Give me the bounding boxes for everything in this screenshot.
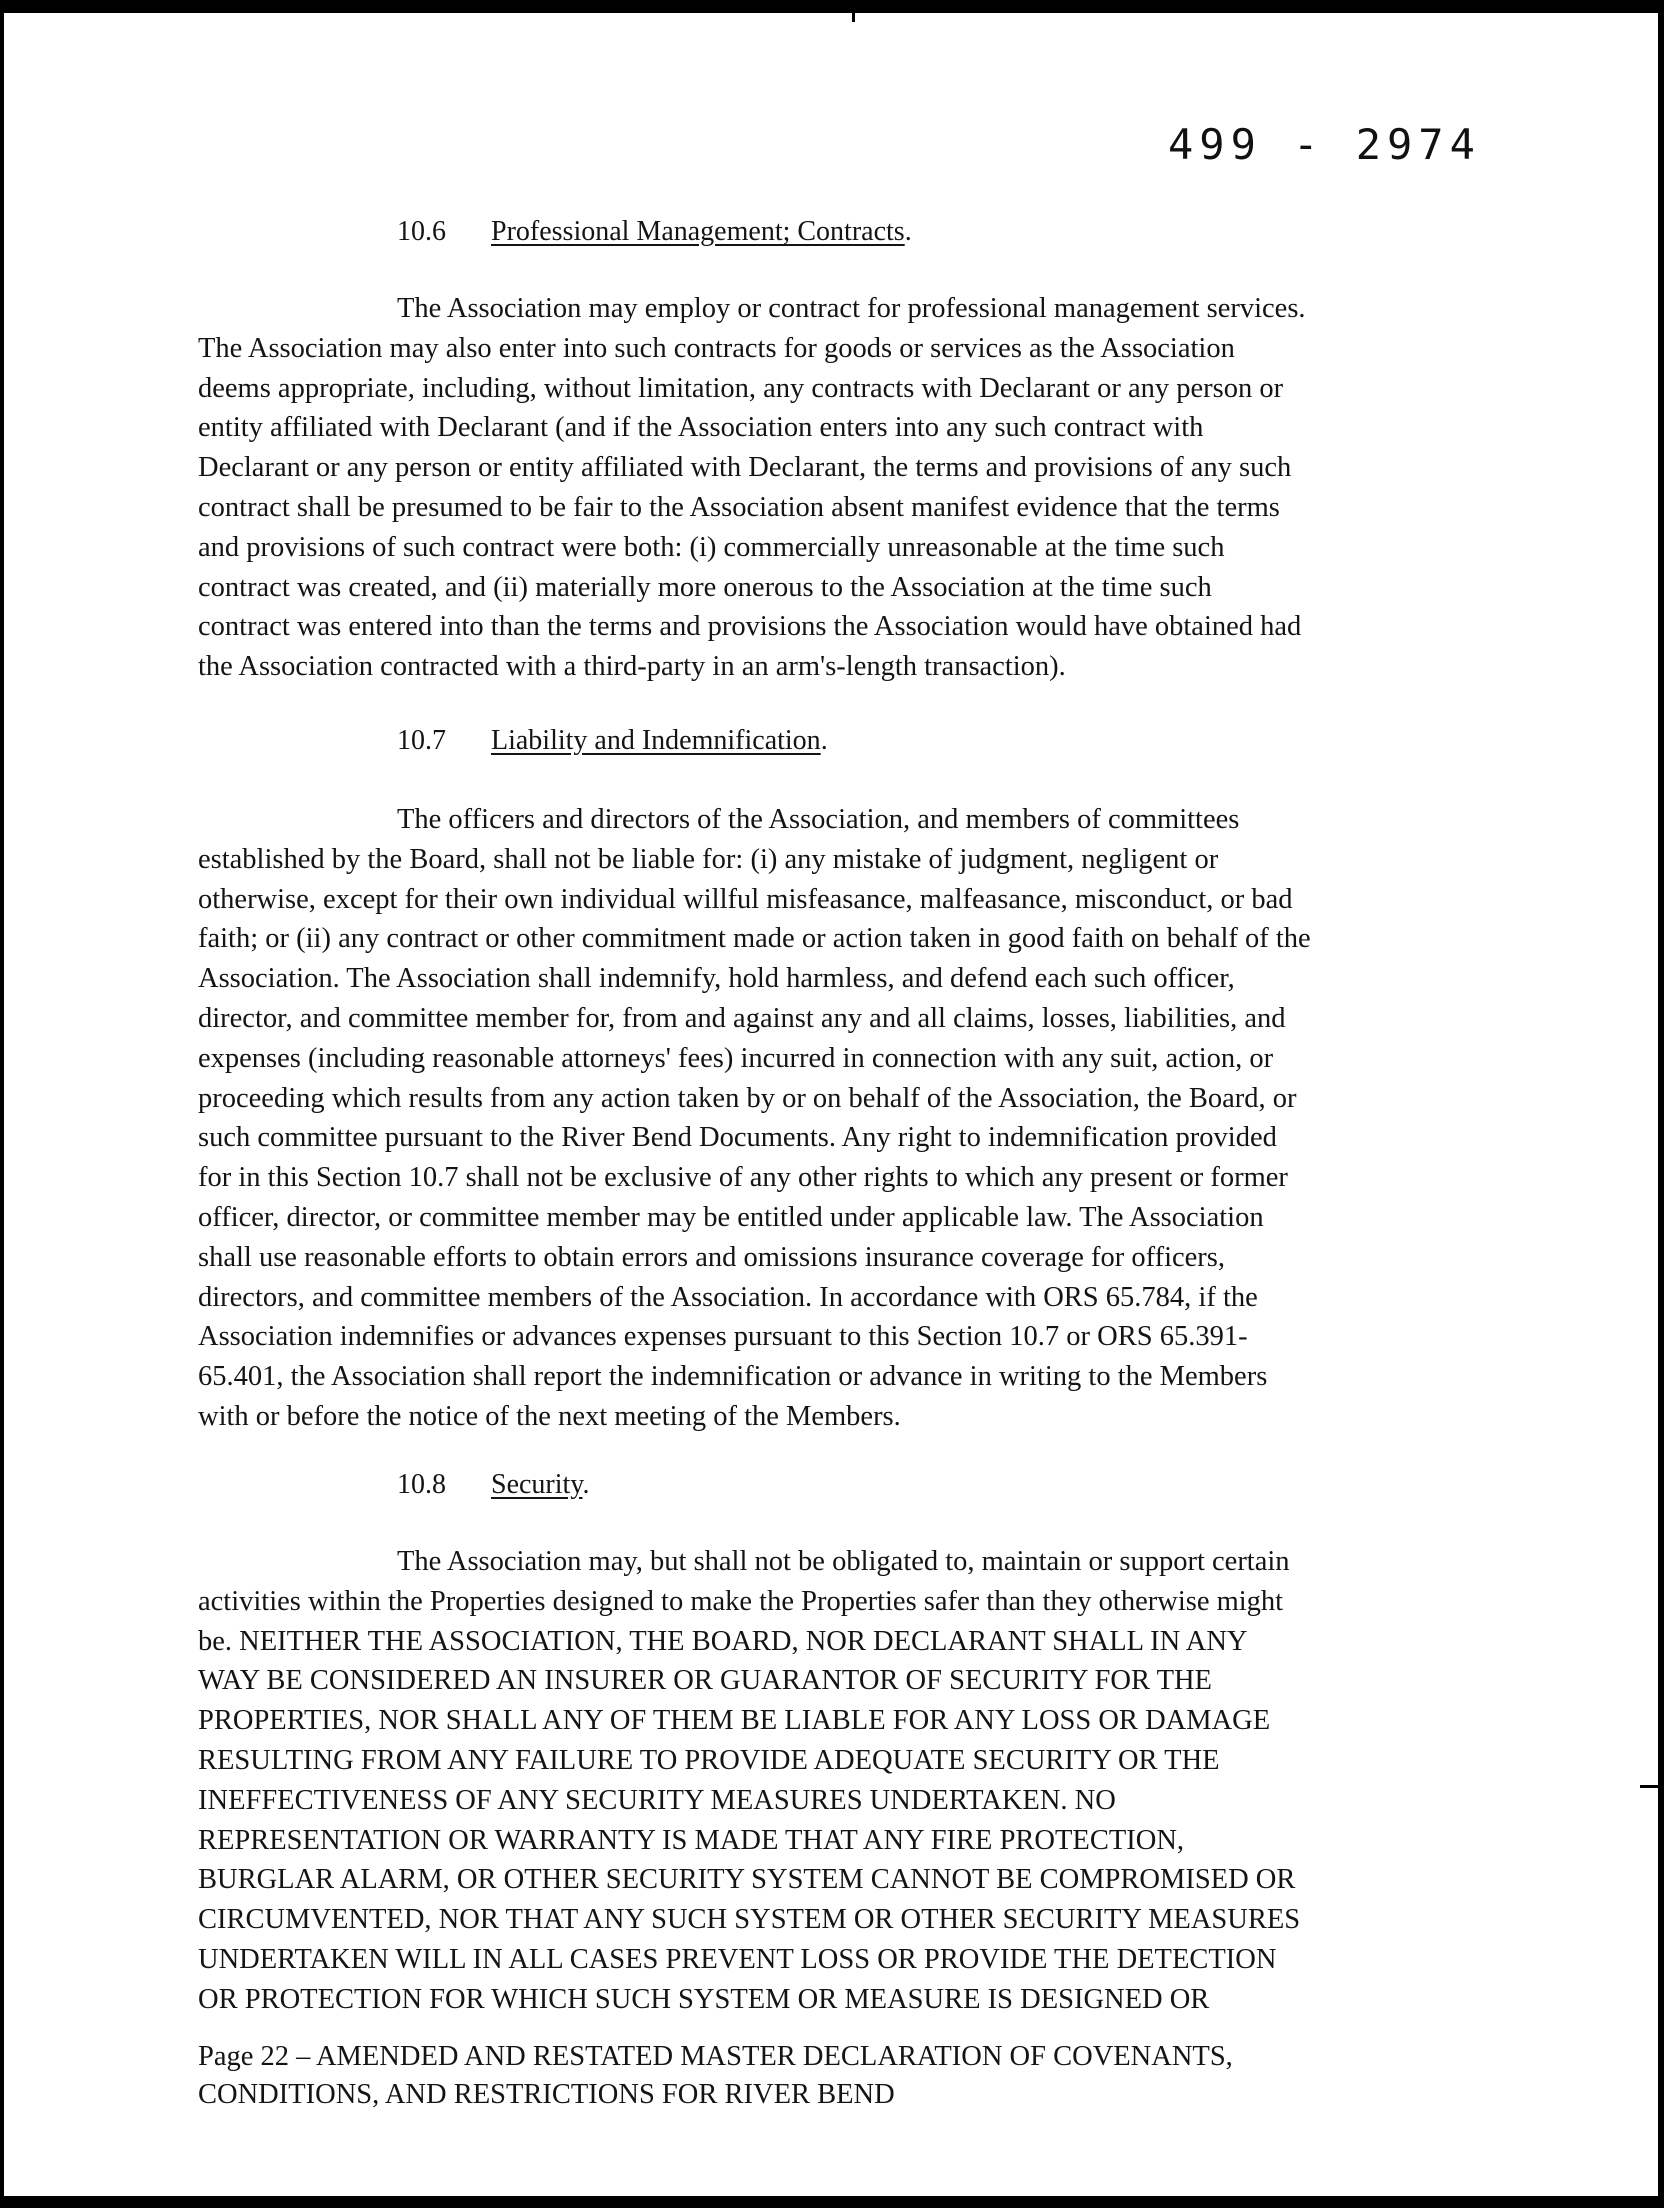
paragraph-line: INEFFECTIVENESS OF ANY SECURITY MEASURES UNDERTAKEN. NO (198, 1784, 1116, 1816)
section-number: 10.7 (397, 725, 446, 756)
paragraph-line: deems appropriate, including, without limitation, any contracts with Declarant or any person or (198, 372, 1284, 404)
section-number: 10.6 (397, 216, 446, 247)
scan-border-top (0, 0, 1664, 13)
paragraph-line: Declarant or any person or entity affiliated with Declarant, the terms and provisions of any such (198, 452, 1292, 484)
section-title: Security (491, 1469, 583, 1500)
section-title-period: . (582, 1469, 590, 1500)
paragraph-line: The officers and directors of the Association, and members of committees (397, 804, 1240, 835)
footer-line-2: CONDITIONS, AND RESTRICTIONS FOR RIVER BEND (198, 2079, 895, 2110)
paragraph-line: director, and committee member for, from and against any and all claims, losses, liabilities, and (198, 1002, 1286, 1034)
section-heading-10-6 (397, 216, 912, 248)
document-number: 499 - 2974 (1168, 120, 1481, 169)
paragraph-line: the Association contracted with a third-party in an arm's-length transaction). (198, 651, 1066, 683)
paragraph-line: contract was entered into than the terms and provisions the Association would have obtained had (198, 611, 1302, 643)
section-body-10-6 (198, 289, 1478, 687)
paragraph-line: contract shall be presumed to be fair to the Association absent manifest evidence that the terms (198, 491, 1280, 523)
paragraph-line: officer, director, or committee member may be entitled under applicable law. The Association (198, 1201, 1264, 1233)
paragraph-line: BURGLAR ALARM, OR OTHER SECURITY SYSTEM CANNOT BE COMPROMISED OR (198, 1864, 1296, 1896)
paragraph-line: OR PROTECTION FOR WHICH SUCH SYSTEM OR MEASURE IS DESIGNED OR (198, 1983, 1210, 2015)
paragraph-line: shall use reasonable efforts to obtain errors and omissions insurance coverage for officers, (198, 1241, 1225, 1273)
paragraph-line: The Association may also enter into such contracts for goods or services as the Association (198, 332, 1235, 364)
scan-border-right (1658, 0, 1664, 2208)
paragraph-line: and provisions of such contract were both: (i) commercially unreasonable at the time such (198, 531, 1225, 563)
paragraph-line: The Association may employ or contract for professional management services. (397, 293, 1306, 324)
paragraph-line: be. NEITHER THE ASSOCIATION, THE BOARD, NOR DECLARANT SHALL IN ANY (198, 1625, 1248, 1657)
section-number: 10.8 (397, 1469, 446, 1500)
scan-border-left (0, 0, 4, 2208)
paragraph-line: REPRESENTATION OR WARRANTY IS MADE THAT ANY FIRE PROTECTION, (198, 1824, 1185, 1856)
paragraph-line: PROPERTIES, NOR SHALL ANY OF THEM BE LIABLE FOR ANY LOSS OR DAMAGE (198, 1705, 1271, 1737)
section-title-period: . (904, 216, 912, 247)
paragraph-line: activities within the Properties designed to make the Properties safer than they otherwise might (198, 1585, 1284, 1617)
paragraph-line: CIRCUMVENTED, NOR THAT ANY SUCH SYSTEM OR OTHER SECURITY MEASURES (198, 1904, 1301, 1936)
section-title: Liability and Indemnification (491, 725, 821, 756)
footer-line-1: Page 22 – AMENDED AND RESTATED MASTER DECLARATION OF COVENANTS, (198, 2041, 1233, 2072)
paragraph-line: established by the Board, shall not be liable for: (i) any mistake of judgment, negligent or (198, 843, 1219, 875)
paragraph-line: faith; or (ii) any contract or other commitment made or action taken in good faith on behalf of the (198, 923, 1311, 955)
paragraph-line: with or before the notice of the next meeting of the Members. (198, 1400, 901, 1432)
paragraph-line: UNDERTAKEN WILL IN ALL CASES PREVENT LOSS OR PROVIDE THE DETECTION (198, 1943, 1277, 1975)
paragraph-line: entity affiliated with Declarant (and if the Association enters into any such contract with (198, 412, 1204, 444)
paragraph-line: Association indemnifies or advances expenses pursuant to this Section 10.7 or ORS 65.391- (198, 1321, 1248, 1353)
paragraph-line: for in this Section 10.7 shall not be exclusive of any other rights to which any present or former (198, 1162, 1288, 1194)
paragraph-line: RESULTING FROM ANY FAILURE TO PROVIDE ADEQUATE SECURITY OR THE (198, 1744, 1220, 1776)
paragraph-line: Association. The Association shall indemnify, hold harmless, and defend each such officer, (198, 963, 1235, 995)
section-body-10-7 (198, 800, 1478, 1437)
paragraph-line: such committee pursuant to the River Bend Documents. Any right to indemnification provided (198, 1122, 1277, 1154)
paragraph-line: otherwise, except for their own individual willful misfeasance, malfeasance, misconduct, or bad (198, 883, 1293, 915)
section-heading-10-8 (397, 1469, 590, 1501)
scan-border-bottom (0, 2196, 1664, 2208)
paragraph-line: 65.401, the Association shall report the indemnification or advance in writing to the Members (198, 1361, 1268, 1393)
scan-notch (852, 0, 855, 22)
page-footer (198, 2038, 1498, 2114)
paragraph-line: WAY BE CONSIDERED AN INSURER OR GUARANTOR OF SECURITY FOR THE (198, 1665, 1212, 1697)
section-heading-10-7 (397, 725, 828, 757)
paragraph-line: directors, and committee members of the Association. In accordance with ORS 65.784, if the (198, 1281, 1258, 1313)
section-body-10-8 (198, 1542, 1478, 2020)
paragraph-line: contract was created, and (ii) materially more onerous to the Association at the time such (198, 571, 1212, 603)
paragraph-line: expenses (including reasonable attorneys' fees) incurred in connection with any suit, action, or (198, 1042, 1274, 1074)
section-title: Professional Management; Contracts (491, 216, 905, 247)
paragraph-line: The Association may, but shall not be obligated to, maintain or support certain (397, 1546, 1290, 1577)
paragraph-line: proceeding which results from any action taken by or on behalf of the Association, the Board, or (198, 1082, 1297, 1114)
section-title-period: . (820, 725, 828, 756)
scan-edge-mark (1640, 1785, 1658, 1788)
